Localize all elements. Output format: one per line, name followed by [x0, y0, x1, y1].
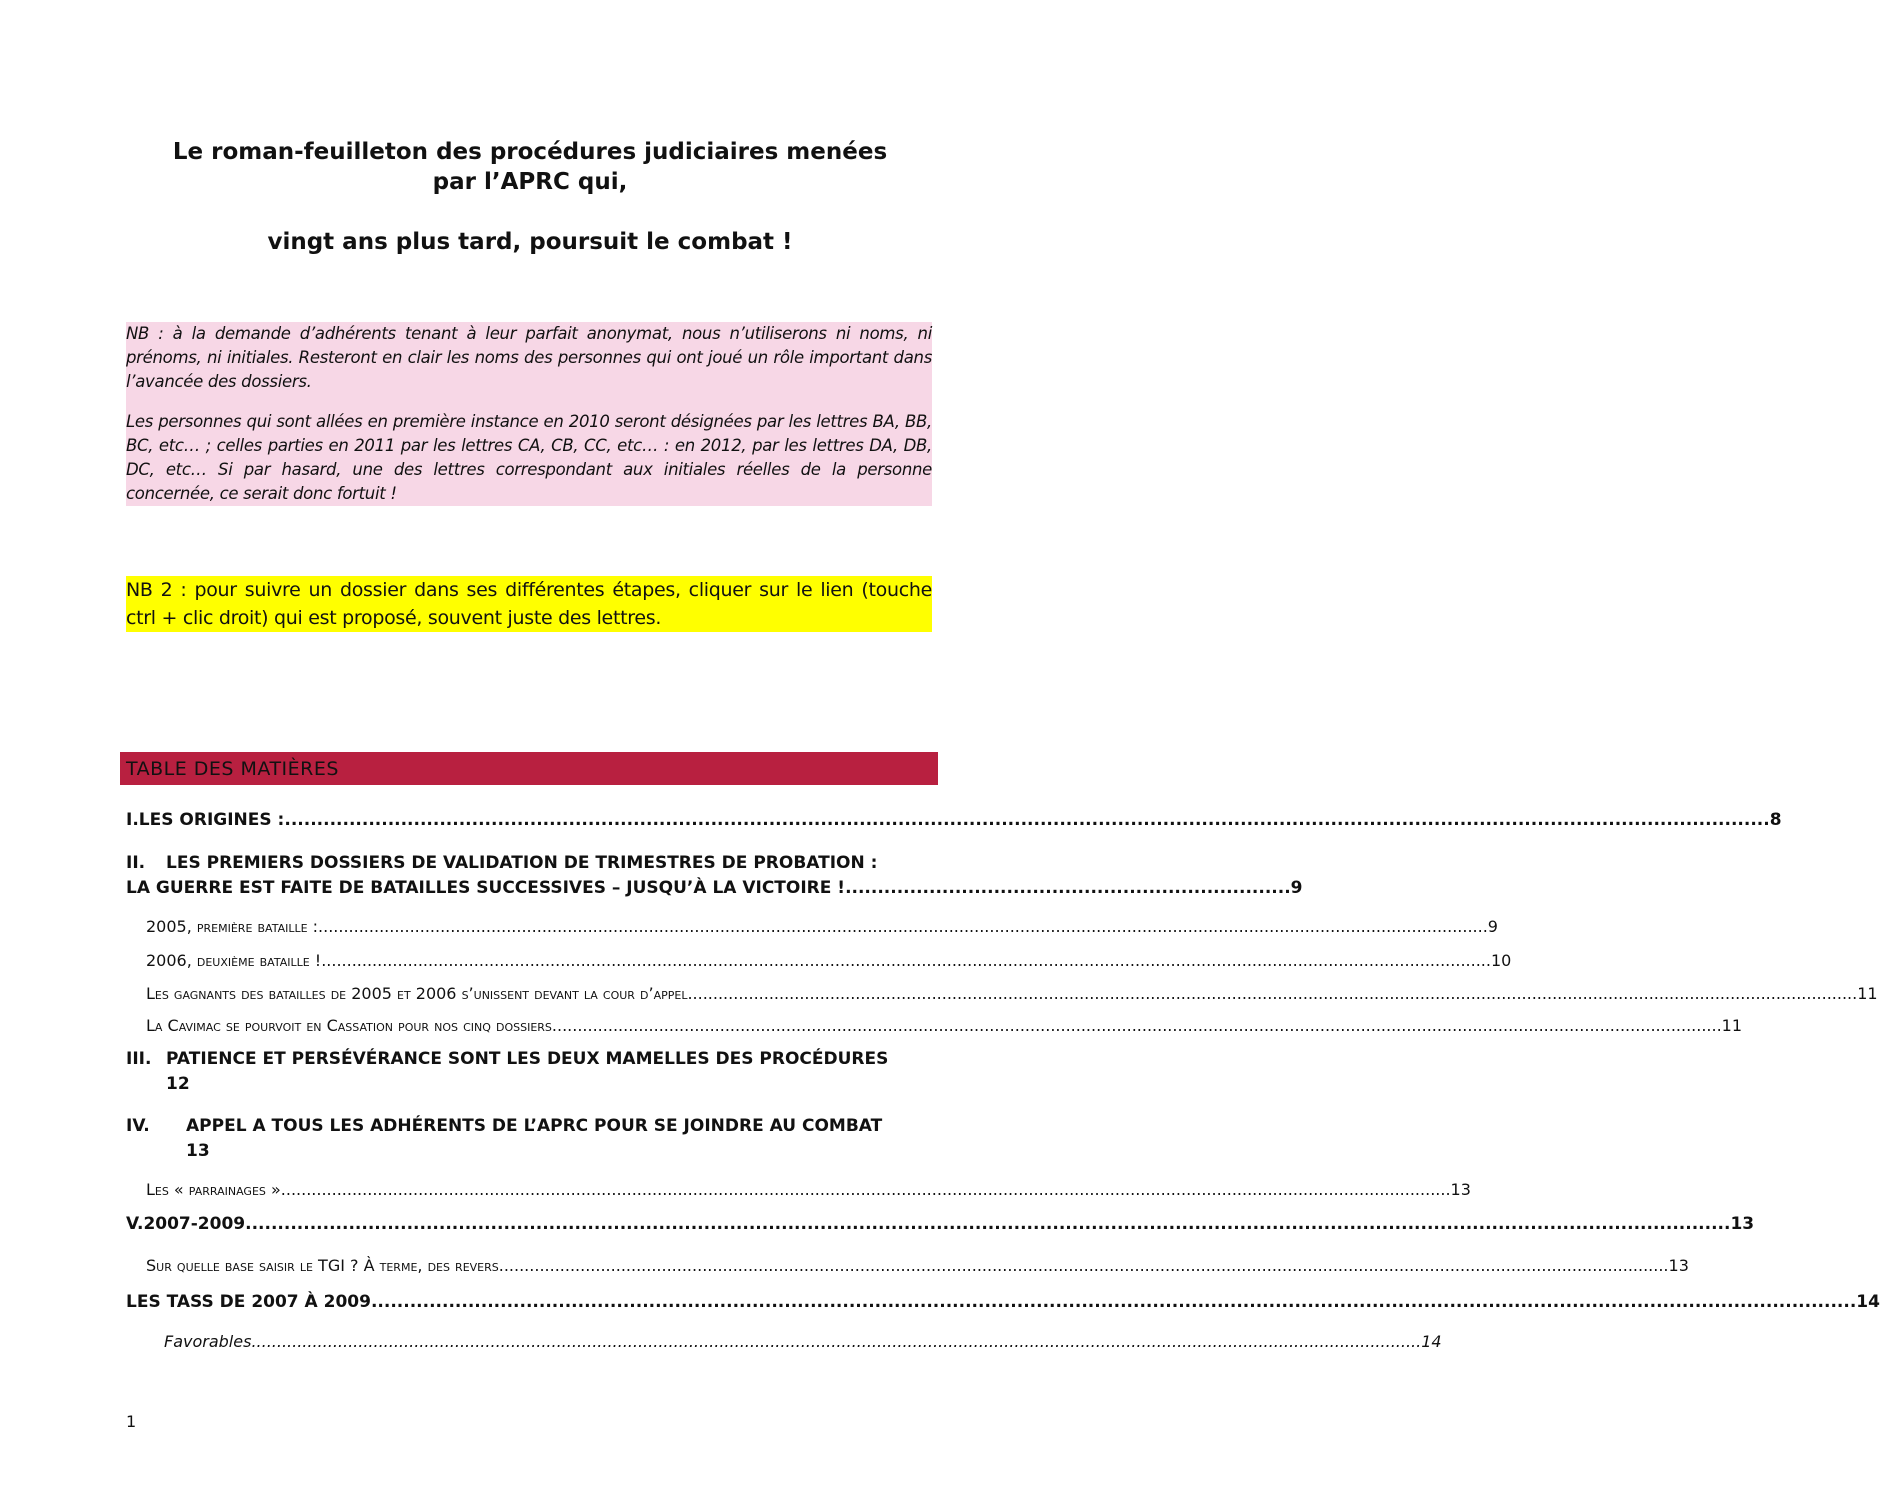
- toc-entry-number: II.: [126, 853, 146, 873]
- toc-heading-text: TABLE DES MATIÈRES: [126, 758, 339, 780]
- anonymity-note-paragraph-2: Les personnes qui sont allées en première instance en 2010 seront désignées par les lettres BA, BB, BC, etc… ; celles parties en 2011 par les lettres CA, CB, CC, etc… : en 2012, par les lettres DA, DB, DC, etc… Si par hasard, une des lettres correspondant aux initiales réelles de la personne concernée, ce serait donc fortuit !: [126, 412, 932, 503]
- toc-entry-2006[interactable]: [146, 951, 1512, 970]
- toc-entry-number: III.: [126, 1049, 152, 1069]
- toc-entry-label: Sur quelle base saisir le TGI ? À terme, des revers: [146, 1256, 499, 1275]
- toc-entry-gagnants[interactable]: [146, 984, 1878, 1003]
- toc-entry-label: 2007-2009: [143, 1214, 246, 1234]
- toc-entry-page: 13: [186, 1141, 210, 1161]
- toc-entry-label: APPEL A TOUS LES ADHÉRENTS DE L’APRC POUR SE JOINDRE AU COMBAT: [186, 1116, 883, 1136]
- toc-entry-page: 13: [1450, 1180, 1471, 1199]
- toc-entry-label: 2005, première bataille :: [146, 917, 319, 936]
- toc-entry-label: LES ORIGINES :: [138, 810, 285, 830]
- toc-entry-number: IV.: [126, 1116, 150, 1136]
- toc-entry-page: 8: [1769, 810, 1782, 830]
- anonymity-note-paragraph-1: NB : à la demande d’adhérents tenant à leur parfait anonymat, nous n’utiliserons ni noms, ni prénoms, ni initiales. Resteront en clair les noms des personnes qui ont joué un rôle important dans l’avancée des dossiers.: [126, 324, 932, 391]
- toc-entry-page: 13: [1730, 1214, 1755, 1234]
- title-lines-1-2: [120, 137, 940, 197]
- toc-entry-page: 11: [1857, 984, 1878, 1003]
- toc-entry-page: 11: [1721, 1016, 1743, 1035]
- toc-entry-tgi[interactable]: [146, 1256, 1689, 1275]
- page-number: 1: [126, 1412, 137, 1431]
- title-line-2: par l’APRC qui,: [432, 169, 628, 195]
- navigation-note: NB 2 : pour suivre un dossier dans ses différentes étapes, cliquer sur le lien (touche ctrl + clic droit) qui est proposé, souvent juste des lettres.: [126, 576, 932, 632]
- toc-entry-number: V.: [126, 1214, 144, 1234]
- toc-entry-page: 10: [1490, 951, 1512, 970]
- title-line-3: vingt ans plus tard, poursuit le combat !: [267, 229, 793, 255]
- anonymity-note: [126, 322, 932, 506]
- toc-entry-cavimac[interactable]: [146, 1016, 1743, 1035]
- toc-heading: [120, 752, 938, 785]
- toc-entry-favorables[interactable]: [164, 1332, 1442, 1351]
- toc-entry-2007-2009[interactable]: [126, 1214, 1755, 1234]
- toc-entry-label-line-2: LA GUERRE EST FAITE DE BATAILLES SUCCESSIVES – JUSQU’À LA VICTOIRE !: [126, 878, 846, 898]
- toc-entry-number: I.: [126, 810, 139, 830]
- toc-entry-label: Les « parrainages »: [146, 1180, 281, 1199]
- toc-entry-label: PATIENCE ET PERSÉVÉRANCE SONT LES DEUX MAMELLES DES PROCÉDURES: [166, 1049, 889, 1069]
- toc-entry-tass[interactable]: [126, 1292, 1880, 1312]
- toc-entry-label: Favorables: [164, 1332, 252, 1351]
- toc-entry-page: 14: [1856, 1292, 1880, 1312]
- toc-entry-label-line-1: LES PREMIERS DOSSIERS DE VALIDATION DE TRIMESTRES DE PROBATION :: [166, 853, 878, 873]
- toc-entry-premiers-dossiers[interactable]: II. LES PREMIERS DOSSIERS DE VALIDATION DE TRIMESTRES DE PROBATION : LA GUERRE EST FAITE DE BATAILLES SUCCESSIVES – JUSQU’À LA VICTOIRE !..................................................................... 9: [126, 851, 932, 901]
- toc-entry-page: 13: [1668, 1256, 1689, 1275]
- toc-entry-appel[interactable]: [126, 1114, 932, 1164]
- toc-entry-patience[interactable]: [126, 1047, 932, 1097]
- toc-entry-2005[interactable]: [146, 917, 1498, 936]
- toc-entry-label: La Cavimac se pourvoit en Cassation pour nos cinq dossiers: [146, 1016, 552, 1035]
- title-line-1: Le roman-feuilleton des procédures judiciaires menées: [172, 139, 888, 165]
- toc-entry-origines[interactable]: [126, 810, 1782, 830]
- toc-entry-label: Les gagnants des batailles de 2005 et 2006 s’unissent devant la cour d’appel: [146, 984, 688, 1003]
- toc-entry-page: 12: [166, 1074, 190, 1094]
- toc-entry-label: LES TASS DE 2007 À 2009: [126, 1292, 371, 1312]
- toc-entry-page: 9: [1290, 878, 1303, 898]
- toc-entry-parrainages[interactable]: [146, 1180, 1471, 1199]
- toc-entry-page: 9: [1487, 917, 1498, 936]
- toc-entry-page: 14: [1421, 1332, 1442, 1351]
- toc-entry-label: 2006, deuxième bataille !: [146, 951, 322, 970]
